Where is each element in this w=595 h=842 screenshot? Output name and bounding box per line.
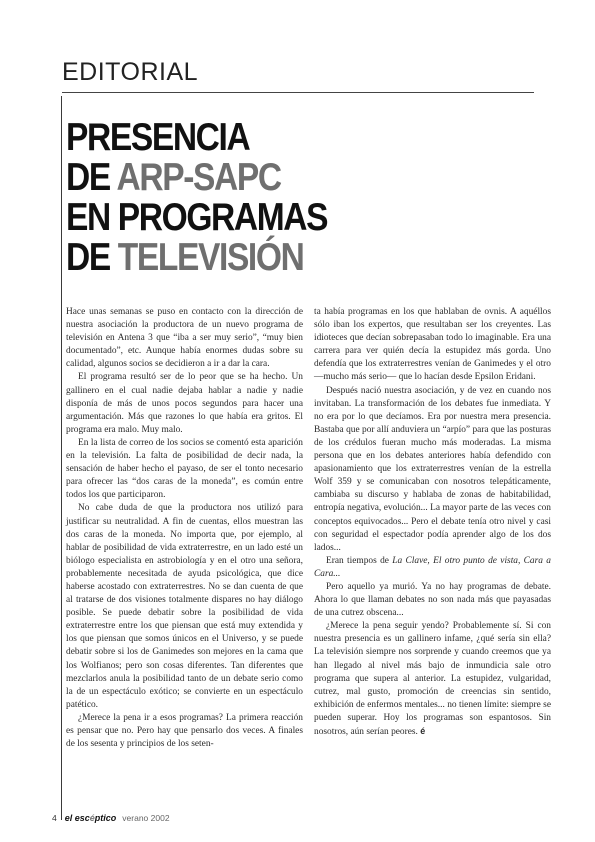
magazine-name-part-1: el esc: [64, 813, 90, 823]
magazine-name-accent: é: [89, 813, 95, 823]
paragraph-clave: [314, 555, 551, 581]
paragraph: El programa resultó ser de lo peor que se ha hecho. Un gallinero en el cual nadie dejaba hablar a nadie y nadie disponía de más de unos pocos segundos para hacer una argumentación. Más que razones lo que había era gritos. El programa era malo. Muy malo.: [66, 372, 303, 435]
headline-line-2b: ARP-SAPC: [116, 156, 281, 199]
section-rule: [62, 92, 534, 93]
section-label: EDITORIAL: [62, 58, 199, 86]
page-number: 4: [52, 813, 57, 823]
page-footer: [52, 813, 170, 823]
issue-season: verano 2002: [122, 813, 170, 823]
paragraph: No cabe duda de que la productora nos utilizó para justificar su neutralidad. A fin de cuentas, ellos muestran las dos caras de la moneda. No importa que, por ejemplo, al hablar de posibilidad de vida extraterrestre, en un lado esté un biólogo especialista en astrobiología y en el otro una señora, probablemente necesitada de ayuda psicológica, que dice haberse acostado con extraterrestres. No se dan cuenta de que al tratarse de dos visiones totalmente dispares no hay diálogo posible. Se puede debatir sobre la posibilidad de vida extraterrestre entre los que piensan que está muy extendida y los que piensan que somos únicos en el Universo, y se puede debatir sobre si los de Ganimedes son mejores en la cama que los Wolfianos; pero son cosas diferentes. Tan diferentes que mezclarlos anula la posibilidad tanto de un debate serio como la de un espectáculo exótico; se convierte en un espectáculo patético.: [66, 503, 303, 710]
program-titles: La Clave, El otro punto de vista, Cara a Cara...: [314, 555, 551, 579]
magazine-name-part-2: ptico: [94, 813, 117, 823]
headline-line-2a: DE: [66, 156, 117, 199]
paragraph: Pero aquello ya murió. Ya no hay programas de debate. Ahora lo que llaman debates no son nada más que payasadas de una cutrez obscena...: [314, 581, 551, 619]
headline-line-3: EN PROGRAMAS: [66, 196, 328, 239]
body-column-right: [314, 306, 551, 739]
paragraph: ta había programas en los que hablaban de ovnis. A aquéllos sólo iban los expertos, que resultaban ser los creyentes. Las idioteces que decían sobrepasaban todo lo imaginable. Era una carrera para ver quién decía la estupidez más gorda. Uno defendía que los extraterrestres venían de Ganimedes y el otro —mucho más serio— que lo hacían desde Epsilon Eridani.: [314, 307, 551, 383]
paragraph: ¿Merece la pena ir a esos programas? La primera reacción es pensar que no. Pero hay que pensarlo dos veces. A finales de los sesenta y principios de los seten-: [66, 712, 303, 750]
paragraph-last-text: ¿Merece la pena seguir yendo? Probablemente sí. Si con nuestra presencia es un gallinero infame, ¿qué sería sin ella? La televisión siempre nos sorprende y cuando creemos que ya han llegado al nivel más bajo de inmundicia sale otro programa que supera al anterior. La estupidez, vulgaridad, cutrez, mal gusto, promoción de creencias sin sentido, exhibición de enfermos mentales... no tienen límite: siempre se pueden superar. Hoy los programas son espantosos. Sin nosotros, aún serían peores.: [314, 621, 551, 737]
paragraph: Hace unas semanas se puso en contacto con la dirección de nuestra asociación la productora de un nuevo programa de televisión en Antena 3 que “iba a ser muy serio”, “muy bien documentado”, etc. Aunque había enormes dudas sobre su calidad, algunos socios se decidieron a ir a dar la cara.: [66, 307, 303, 370]
paragraph-last: [314, 620, 551, 739]
paragraph-clave-text: Eran tiempos de: [326, 555, 393, 566]
margin-rule: [61, 96, 62, 820]
headline-line-4a: DE: [66, 236, 118, 279]
body-column-left: [66, 306, 303, 751]
headline-line-1: PRESENCIA: [66, 116, 250, 159]
magazine-name: [65, 813, 117, 823]
paragraph: Después nació nuestra asociación, y de vez en cuando nos invitaban. La transformación de los debates fue inmediata. Y no era por lo que decíamos. Era por nuestra mera presencia. Bastaba que por allí anduviera un “arpío” para que las posturas de los crédulos fueran mucho más moderadas. La misma persona que en los debates anteriores había defendido con apasionamiento que los extraterrestres venían de la estrella Wolf 359 y se comunicaban con nosotros telepáticamente, cambiaba su discurso y hablaba de zonas de habitabilidad, entropía negativa, evolución... La mayor parte de las veces con conceptos equivocados... Pero el debate tenía otro nivel y casi con seguridad el espectador podía aprender algo de los dos lados...: [314, 385, 551, 553]
paragraph: En la lista de correo de los socios se comentó esta aparición en la televisión. La falta de posibilidad de decir nada, la sensación de haber hecho el payaso, de ser el tonto necesario para ofrecer las “dos caras de la moneda”, es común entre todos los que participaron.: [66, 437, 303, 501]
end-mark: é: [420, 726, 426, 736]
headline-line-4b: TELEVISIÓN: [117, 236, 304, 279]
headline: [66, 118, 327, 278]
